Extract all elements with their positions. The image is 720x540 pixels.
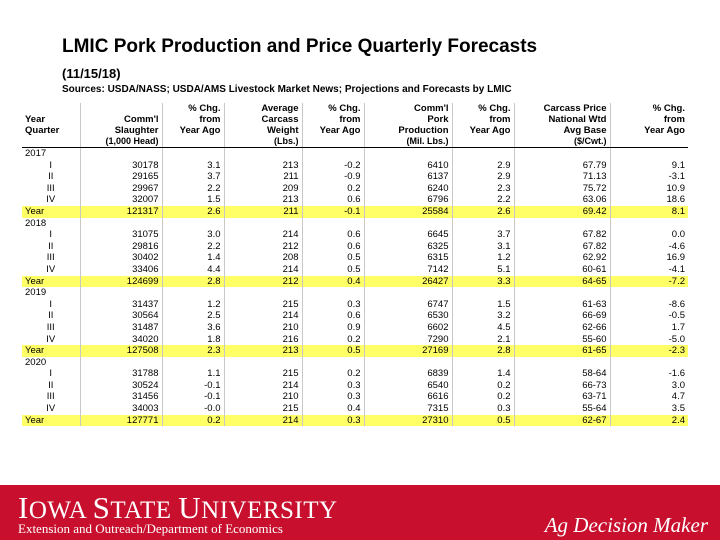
table-cell: 1.5 [452, 299, 514, 311]
table-cell: 0.6 [302, 241, 364, 253]
header-cell: Year Ago [610, 125, 688, 136]
table-cell: 6796 [364, 194, 452, 206]
table-cell: 1.2 [452, 252, 514, 264]
table-cell: 213 [224, 160, 302, 172]
table-cell: -0.1 [162, 380, 224, 392]
table-row [22, 252, 688, 264]
header-cell: Carcass [224, 114, 302, 125]
table-cell: 0.2 [162, 415, 224, 427]
table-cell: 6315 [364, 252, 452, 264]
table-cell: 6747 [364, 299, 452, 311]
table-cell [514, 287, 610, 299]
table-cell: 213 [224, 194, 302, 206]
table-cell: -7.2 [610, 276, 688, 288]
table-cell: 214 [224, 229, 302, 241]
table-row [22, 241, 688, 253]
table-cell: 211 [224, 206, 302, 218]
table-cell: 5.1 [452, 264, 514, 276]
table-cell [162, 148, 224, 160]
table-cell: 1.8 [162, 334, 224, 346]
header-cell: % Chg. [452, 103, 514, 114]
table-cell [224, 218, 302, 230]
row-label-cell: II [48, 240, 54, 252]
year-label-row [22, 357, 688, 369]
table-cell [364, 148, 452, 160]
table-cell: 212 [224, 276, 302, 288]
table-cell: 3.7 [162, 171, 224, 183]
table-cell: 62-67 [514, 415, 610, 427]
table-cell: 214 [224, 380, 302, 392]
table-cell: 6410 [364, 160, 452, 172]
table-row [22, 171, 688, 183]
table-cell: 2.1 [452, 334, 514, 346]
table-row [22, 322, 688, 334]
table-cell: 214 [224, 310, 302, 322]
annual-total-row [22, 276, 688, 288]
row-label-cell: I [49, 229, 53, 241]
unit-row [22, 136, 688, 148]
table-header [22, 103, 688, 148]
table-cell: 30178 [80, 160, 162, 172]
table-row [22, 299, 688, 311]
header-row [22, 114, 688, 125]
table-cell [80, 287, 162, 299]
row-label-cell: III [46, 182, 55, 194]
annual-total-row [22, 206, 688, 218]
row-label-cell: IV [46, 403, 56, 415]
table-cell: 1.4 [162, 252, 224, 264]
table-cell: 210 [224, 322, 302, 334]
table-cell [302, 218, 364, 230]
table-cell [610, 218, 688, 230]
header-cell: from [610, 114, 688, 125]
unit-cell: (Lbs.) [224, 136, 302, 148]
year-label-row [22, 287, 688, 299]
header-cell: Year Ago [452, 125, 514, 136]
table-cell: 3.0 [610, 380, 688, 392]
table-cell: 55-60 [514, 334, 610, 346]
header-cell: Year [25, 114, 46, 125]
table-cell: 6645 [364, 229, 452, 241]
table-cell [80, 218, 162, 230]
header-cell: % Chg. [302, 103, 364, 114]
table-body [22, 148, 688, 427]
table-cell: 127508 [80, 345, 162, 357]
table-cell: 2.6 [162, 206, 224, 218]
table-cell: -2.3 [610, 345, 688, 357]
table-cell: 1.7 [610, 322, 688, 334]
table-cell [514, 357, 610, 369]
table-cell [364, 357, 452, 369]
row-label-cell: IV [46, 263, 56, 275]
unit-cell [452, 136, 514, 148]
table-row [22, 380, 688, 392]
table-cell: 6602 [364, 322, 452, 334]
forecast-table [22, 103, 688, 426]
table-cell: 0.3 [302, 415, 364, 427]
header-cell: Year Ago [162, 125, 224, 136]
table-cell: 1.2 [162, 299, 224, 311]
header-cell: Weight [224, 125, 302, 136]
table-cell [364, 287, 452, 299]
header-cell: Comm'l [364, 103, 452, 114]
year-label-row [22, 148, 688, 160]
table-cell: 66-69 [514, 310, 610, 322]
table-cell: 2.3 [452, 183, 514, 195]
header-cell: Avg Base [514, 125, 610, 136]
header-row [22, 125, 688, 136]
row-label-cell: III [46, 321, 55, 333]
header-cell: % Chg. [610, 103, 688, 114]
table-cell: 2.9 [452, 160, 514, 172]
table-cell: 2.3 [162, 345, 224, 357]
table-cell: 63-71 [514, 391, 610, 403]
table-cell [514, 218, 610, 230]
table-cell: 0.5 [302, 264, 364, 276]
row-label-cell: III [46, 391, 55, 403]
table-cell: 31437 [80, 299, 162, 311]
table-cell: 4.4 [162, 264, 224, 276]
unit-cell [610, 136, 688, 148]
table-cell: 124699 [80, 276, 162, 288]
table-cell [80, 357, 162, 369]
table-cell: 0.2 [302, 368, 364, 380]
table-cell: 0.3 [302, 299, 364, 311]
table-cell: 26427 [364, 276, 452, 288]
table-cell: 0.0 [610, 229, 688, 241]
table-cell: 215 [224, 368, 302, 380]
table-cell [610, 357, 688, 369]
table-cell: 3.5 [610, 403, 688, 415]
table-cell: 31487 [80, 322, 162, 334]
table-cell: 209 [224, 183, 302, 195]
table-cell: 64-65 [514, 276, 610, 288]
table-cell: -0.0 [162, 403, 224, 415]
table-cell: 27310 [364, 415, 452, 427]
table-cell: 10.9 [610, 183, 688, 195]
row-label-cell: II [48, 310, 54, 322]
row-label-cell: 2020 [25, 356, 47, 368]
table-row [22, 403, 688, 415]
table-cell: -3.1 [610, 171, 688, 183]
annual-total-row [22, 415, 688, 427]
table-cell: 3.3 [452, 276, 514, 288]
table-cell: 211 [224, 171, 302, 183]
unit-cell [162, 136, 224, 148]
table-cell: 3.1 [452, 241, 514, 253]
unit-cell [302, 136, 364, 148]
table-cell: 0.2 [302, 334, 364, 346]
table-cell: -0.1 [302, 206, 364, 218]
table-row [22, 310, 688, 322]
table-cell: 2.8 [162, 276, 224, 288]
table-cell: 3.7 [452, 229, 514, 241]
forecast-date: (11/15/18) [62, 66, 121, 81]
table-cell: 216 [224, 334, 302, 346]
table-cell: 71.13 [514, 171, 610, 183]
table-cell: 1.5 [162, 194, 224, 206]
table-cell: 2.4 [610, 415, 688, 427]
table-cell: -5.0 [610, 334, 688, 346]
table-cell: 214 [224, 415, 302, 427]
table-cell: 6240 [364, 183, 452, 195]
table-cell [610, 148, 688, 160]
header-cell: Carcass Price [514, 103, 610, 114]
row-label-cell: IV [46, 194, 56, 206]
header-cell: Year Ago [302, 125, 364, 136]
table-cell: 215 [224, 299, 302, 311]
table-cell: 34020 [80, 334, 162, 346]
university-logo: IOWA STATE UNIVERSITY [18, 490, 338, 525]
row-label-cell: 2018 [25, 217, 47, 229]
table-cell: 1.4 [452, 368, 514, 380]
table-cell: 67.79 [514, 160, 610, 172]
table-cell: 6137 [364, 171, 452, 183]
table-cell: 55-64 [514, 403, 610, 415]
table-cell [162, 287, 224, 299]
table-cell: -0.1 [162, 391, 224, 403]
table-cell: 0.5 [302, 252, 364, 264]
header-cell: Pork [364, 114, 452, 125]
table-cell: 6540 [364, 380, 452, 392]
table-cell: 210 [224, 391, 302, 403]
table-cell: 0.3 [302, 391, 364, 403]
table-cell: -1.6 [610, 368, 688, 380]
table-cell: 215 [224, 403, 302, 415]
row-label-cell: Year [22, 345, 80, 357]
table-row [22, 264, 688, 276]
table-cell [452, 357, 514, 369]
table-cell: 3.6 [162, 322, 224, 334]
table-cell: 27169 [364, 345, 452, 357]
table-cell: 67.82 [514, 241, 610, 253]
table-cell: 0.4 [302, 403, 364, 415]
table-cell: 25584 [364, 206, 452, 218]
table-row [22, 160, 688, 172]
header-cell: Comm'l [80, 114, 162, 125]
table-cell: -0.2 [302, 160, 364, 172]
table-cell: 2.2 [452, 194, 514, 206]
table-cell: 58-64 [514, 368, 610, 380]
table-cell [452, 287, 514, 299]
table-cell: 30524 [80, 380, 162, 392]
table-row [22, 334, 688, 346]
table-cell: 34003 [80, 403, 162, 415]
header-cell: Production [364, 125, 452, 136]
table-cell [514, 148, 610, 160]
table-cell: -8.6 [610, 299, 688, 311]
row-label-cell: Year [22, 206, 80, 218]
table-cell: 62.92 [514, 252, 610, 264]
sources-note: Sources: USDA/NASS; USDA/AMS Livestock Market News; Projections and Forecasts by LMIC [62, 84, 512, 95]
table-cell [302, 357, 364, 369]
table-cell: -4.6 [610, 241, 688, 253]
table-cell: 33406 [80, 264, 162, 276]
table-cell: 63.06 [514, 194, 610, 206]
table-cell: 2.9 [452, 171, 514, 183]
table-cell: 4.5 [452, 322, 514, 334]
table-cell: 29165 [80, 171, 162, 183]
table-cell: 0.6 [302, 229, 364, 241]
table-cell: 1.1 [162, 368, 224, 380]
table-cell: 18.6 [610, 194, 688, 206]
table-cell: 0.9 [302, 322, 364, 334]
table-row [22, 194, 688, 206]
table-cell: 0.6 [302, 310, 364, 322]
table-cell: -4.1 [610, 264, 688, 276]
table-cell: 2.5 [162, 310, 224, 322]
table-cell [224, 148, 302, 160]
table-cell [364, 218, 452, 230]
table-cell: 6616 [364, 391, 452, 403]
unit-cell: (Mil. Lbs.) [364, 136, 452, 148]
table-cell: 7142 [364, 264, 452, 276]
table-cell: 2.2 [162, 183, 224, 195]
table-cell: 7315 [364, 403, 452, 415]
table-cell: 0.6 [302, 194, 364, 206]
table-cell: 60-61 [514, 264, 610, 276]
page-title: LMIC Pork Production and Price Quarterly Forecasts [62, 36, 538, 57]
department-label: Extension and Outreach/Department of Economics [18, 521, 283, 536]
header-cell [80, 103, 162, 114]
table-cell: 75.72 [514, 183, 610, 195]
table-cell: 31075 [80, 229, 162, 241]
header-cell: Average [224, 103, 302, 114]
header-cell: Slaughter [80, 125, 162, 136]
table-cell: 0.5 [302, 345, 364, 357]
header-cell: Quarter [25, 125, 60, 136]
row-label-cell: 2017 [25, 148, 47, 159]
table-cell: 16.9 [610, 252, 688, 264]
unit-cell: ($/Cwt.) [514, 136, 610, 148]
table-cell [452, 148, 514, 160]
table-cell: 0.3 [452, 403, 514, 415]
table-cell: 0.3 [302, 380, 364, 392]
table-cell: -0.9 [302, 171, 364, 183]
header-row [22, 103, 688, 114]
table-cell: 4.7 [610, 391, 688, 403]
table-cell [302, 287, 364, 299]
table-cell: 2.8 [452, 345, 514, 357]
brand-label: Ag Decision Maker [544, 513, 708, 537]
annual-total-row [22, 345, 688, 357]
table-cell: 3.2 [452, 310, 514, 322]
unit-cell [22, 136, 80, 148]
header-cell: from [302, 114, 364, 125]
table-cell: 0.4 [302, 276, 364, 288]
table-cell: 0.2 [452, 380, 514, 392]
table-cell: 121317 [80, 206, 162, 218]
row-label-cell: I [49, 368, 53, 380]
table-cell [452, 218, 514, 230]
table-cell [224, 287, 302, 299]
table-cell: 3.1 [162, 160, 224, 172]
table-cell: 0.2 [452, 391, 514, 403]
header-cell [22, 103, 80, 114]
row-label-cell: Year [22, 415, 80, 427]
table-cell: 0.5 [452, 415, 514, 427]
table-cell: -0.5 [610, 310, 688, 322]
table-cell: 61-63 [514, 299, 610, 311]
table-row [22, 391, 688, 403]
table-cell [162, 218, 224, 230]
table-cell: 29816 [80, 241, 162, 253]
table-cell: 62-66 [514, 322, 610, 334]
table-cell: 8.1 [610, 206, 688, 218]
year-label-row [22, 218, 688, 230]
table-cell: 61-65 [514, 345, 610, 357]
table-cell: 30564 [80, 310, 162, 322]
table-row [22, 368, 688, 380]
row-label-cell: I [49, 159, 53, 171]
row-label-cell: I [49, 298, 53, 310]
table-cell: 31456 [80, 391, 162, 403]
table-cell: 2.2 [162, 241, 224, 253]
table-cell: 0.2 [302, 183, 364, 195]
row-label-cell: III [46, 252, 55, 264]
row-label-cell: Year [22, 276, 80, 288]
table-cell: 66-73 [514, 380, 610, 392]
table-cell [80, 148, 162, 160]
table-cell: 6839 [364, 368, 452, 380]
table-cell: 127771 [80, 415, 162, 427]
row-label-cell: II [48, 171, 54, 183]
table-cell: 213 [224, 345, 302, 357]
table-cell [302, 148, 364, 160]
table-cell: 29967 [80, 183, 162, 195]
table-cell: 212 [224, 241, 302, 253]
row-label-cell: 2019 [25, 287, 47, 299]
forecast-table-container [22, 103, 688, 426]
table-cell [224, 357, 302, 369]
table-cell: 67.82 [514, 229, 610, 241]
table-cell: 69.42 [514, 206, 610, 218]
table-cell: 30402 [80, 252, 162, 264]
table-cell: 6530 [364, 310, 452, 322]
header-cell: from [162, 114, 224, 125]
table-row [22, 229, 688, 241]
row-label-cell: II [48, 379, 54, 391]
table-cell: 214 [224, 264, 302, 276]
table-cell: 31788 [80, 368, 162, 380]
table-cell: 32007 [80, 194, 162, 206]
table-cell: 6325 [364, 241, 452, 253]
table-cell [162, 357, 224, 369]
table-cell: 2.6 [452, 206, 514, 218]
table-cell: 7290 [364, 334, 452, 346]
row-label-cell: IV [46, 333, 56, 345]
header-cell: % Chg. [162, 103, 224, 114]
table-row [22, 183, 688, 195]
unit-cell: (1,000 Head) [80, 136, 162, 148]
header-cell: from [452, 114, 514, 125]
table-cell: 208 [224, 252, 302, 264]
table-cell [610, 287, 688, 299]
table-cell: 3.0 [162, 229, 224, 241]
table-cell: 9.1 [610, 160, 688, 172]
header-cell: National Wtd [514, 114, 610, 125]
